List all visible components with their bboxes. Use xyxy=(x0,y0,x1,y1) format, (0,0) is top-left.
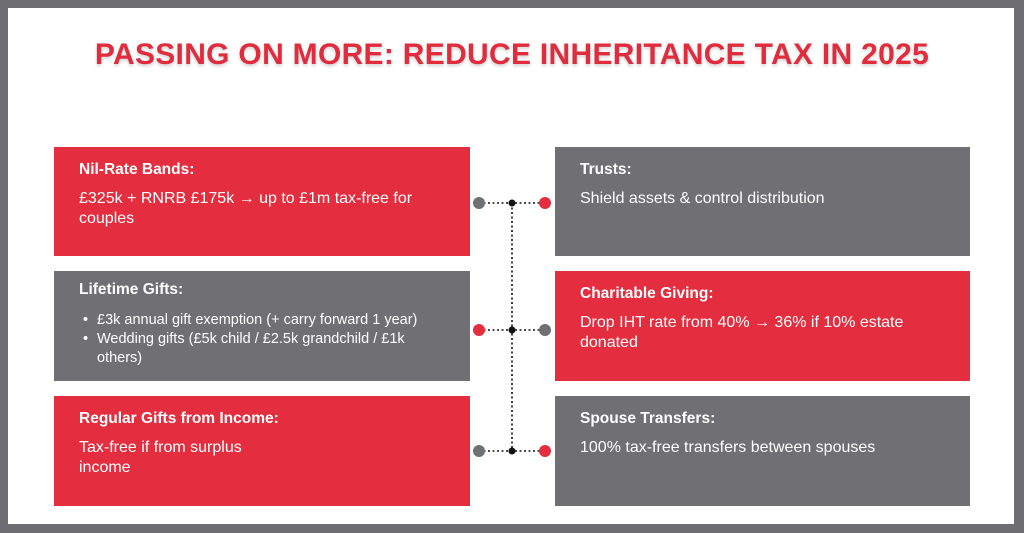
card-text: Tax-free if from surplus income xyxy=(79,439,242,476)
card-title: Nil-Rate Bands: xyxy=(79,161,195,178)
card-title: Regular Gifts from Income: xyxy=(79,410,279,427)
card-text: 100% tax-free transfers between spouses xyxy=(580,439,876,456)
junction-dot xyxy=(509,448,516,455)
endpoint-dot-left-2 xyxy=(473,324,485,336)
junction-dot xyxy=(509,200,516,207)
page-title: PASSING ON MORE: REDUCE INHERITANCE TAX IN 2025 xyxy=(94,38,930,71)
list-item: • Wedding gifts (£5k child / £2.5k grandchild / £1k others) xyxy=(83,330,446,368)
endpoint-dot-left-1 xyxy=(473,197,485,209)
endpoint-dot-left-3 xyxy=(473,445,485,457)
card-title: Charitable Giving: xyxy=(580,285,714,302)
card-text: £325k + RNRB £175k → up to £1m tax-free for couples xyxy=(79,190,413,227)
endpoint-dot-right-1 xyxy=(539,197,551,209)
card-text: Shield assets & control distribution xyxy=(580,190,825,207)
card-title: Spouse Transfers: xyxy=(580,410,716,427)
list-item: • £3k annual gift exemption (+ carry forward 1 year) xyxy=(83,311,446,330)
card-text: Drop IHT rate from 40% → 36% if 10% estate donated xyxy=(580,314,904,351)
endpoint-dot-right-3 xyxy=(539,445,551,457)
card-title: Trusts: xyxy=(580,161,632,178)
card-title: Lifetime Gifts: xyxy=(79,281,184,298)
endpoint-dot-right-2 xyxy=(539,324,551,336)
junction-dot xyxy=(509,327,516,334)
